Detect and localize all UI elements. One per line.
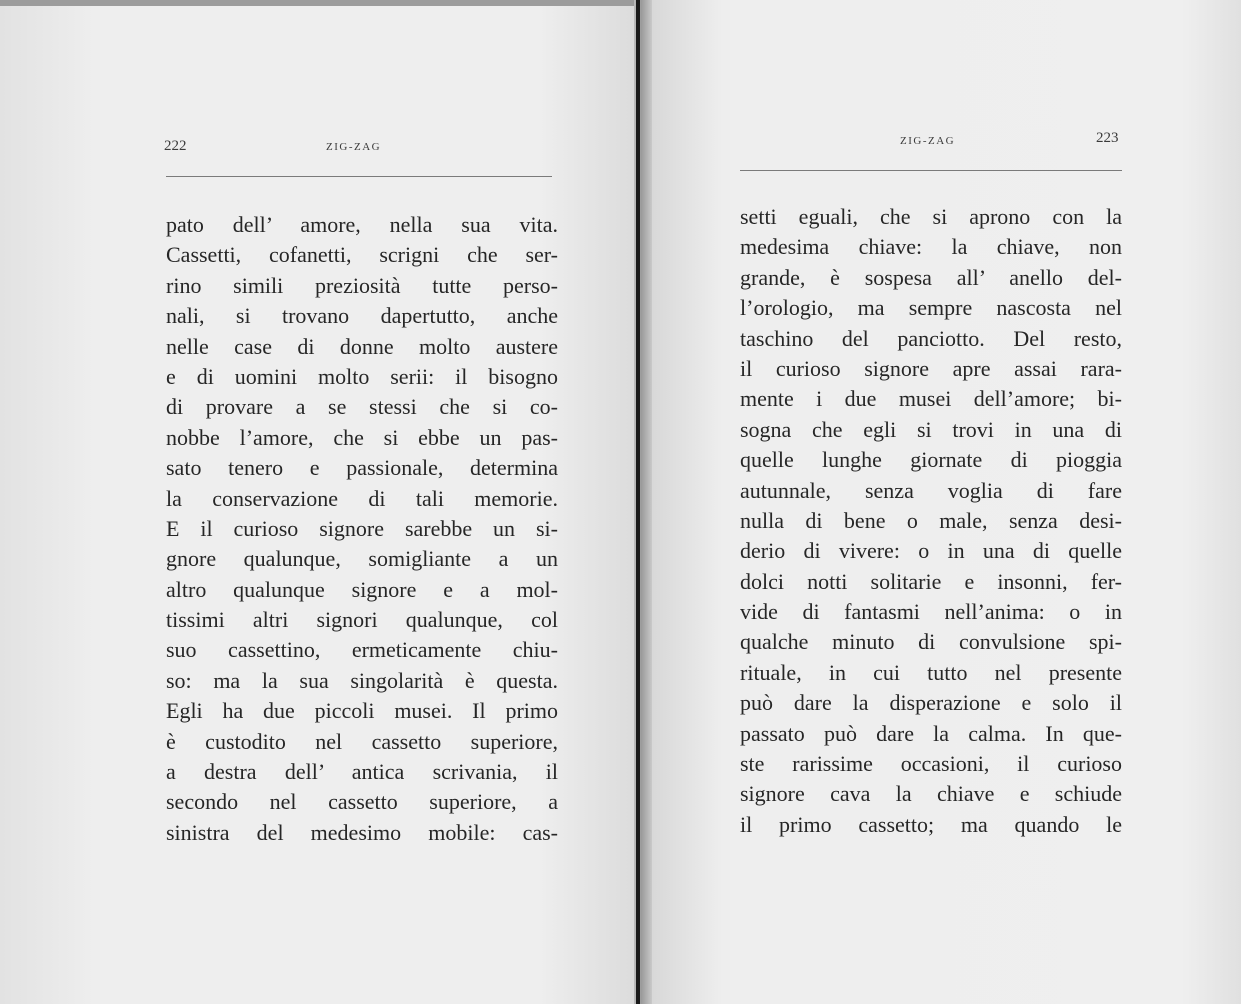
- right-page-body: [740, 202, 1122, 840]
- text-line: passato può dare la calma. In que-: [740, 720, 1122, 746]
- text-line: l’orologio, ma sempre nascosta nel: [740, 295, 1122, 321]
- right-header-rule: [740, 170, 1122, 171]
- text-line: quelle lunghe giornate di pioggia: [740, 447, 1122, 473]
- text-line: E il curioso signore sarebbe un si-: [166, 515, 558, 541]
- text-line: nobbe l’amore, che si ebbe un pas-: [166, 424, 558, 450]
- text-line: vide di fantasmi nell’anima: o in: [740, 599, 1122, 625]
- text-line: Cassetti, cofanetti, scrigni che ser-: [166, 242, 558, 268]
- text-line: dolci notti solitarie e insonni, fer-: [740, 568, 1122, 594]
- left-running-title: ZIG-ZAG: [326, 141, 382, 153]
- text-line: setti eguali, che si aprono con la: [740, 204, 1122, 229]
- text-line: a destra dell’ antica scrivania, il: [166, 759, 558, 785]
- text-line: Egli ha due piccoli musei. Il primo: [166, 698, 558, 724]
- text-line: pato dell’ amore, nella sua vita.: [166, 212, 558, 237]
- text-line: la conservazione di tali memorie.: [166, 485, 558, 511]
- text-line: taschino del panciotto. Del resto,: [740, 325, 1122, 351]
- text-line: il curioso signore apre assai rara-: [740, 355, 1122, 381]
- text-line: sato tenero e passionale, determina: [166, 455, 558, 481]
- text-line: può dare la disperazione e solo il: [740, 690, 1122, 716]
- gutter-binding-line: [636, 0, 640, 1004]
- left-page-body: [166, 210, 558, 848]
- text-line: altro qualunque signore e a mol-: [166, 576, 558, 602]
- left-header-rule: [166, 176, 552, 177]
- text-line: mente i due musei dell’amore; bi-: [740, 386, 1122, 412]
- left-page-number: 222: [164, 138, 187, 154]
- text-line: qualche minuto di convulsione spi-: [740, 629, 1122, 655]
- text-line: gnore qualunque, somigliante a un: [166, 546, 558, 572]
- text-line: rituale, in cui tutto nel presente: [740, 659, 1122, 685]
- top-edge-shadow: [0, 0, 634, 6]
- text-line: sogna che egli si trovi in una di: [740, 416, 1122, 442]
- text-line: nelle case di donne molto austere: [166, 333, 558, 359]
- text-line: ste rarissime occasioni, il curioso: [740, 751, 1122, 777]
- text-line: grande, è sospesa all’ anello del-: [740, 264, 1122, 290]
- text-line: di provare a se stessi che si co-: [166, 394, 558, 420]
- text-line: sinistra del medesimo mobile: cas-: [166, 819, 558, 845]
- text-line: autunnale, senza voglia di fare: [740, 477, 1122, 503]
- text-line: è custodito nel cassetto superiore,: [166, 728, 558, 754]
- text-line: signore cava la chiave e schiude: [740, 781, 1122, 807]
- right-running-title: ZIG-ZAG: [900, 135, 956, 147]
- text-line: derio di vivere: o in una di quelle: [740, 538, 1122, 564]
- text-line: medesima chiave: la chiave, non: [740, 234, 1122, 260]
- text-line: so: ma la sua singolarità è questa.: [166, 667, 558, 693]
- text-line: rino simili preziosità tutte perso-: [166, 272, 558, 298]
- text-line: nali, si trovano dapertutto, anche: [166, 303, 558, 329]
- text-line: tissimi altri signori qualunque, col: [166, 607, 558, 633]
- text-line: nulla di bene o male, senza desi-: [740, 507, 1122, 533]
- text-line: il primo cassetto; ma quando le: [740, 811, 1122, 837]
- right-page-number: 223: [1096, 130, 1119, 146]
- text-line: e di uomini molto serii: il bisogno: [166, 363, 558, 389]
- text-line: secondo nel cassetto superiore, a: [166, 789, 558, 815]
- text-line: suo cassettino, ermeticamente chiu-: [166, 637, 558, 663]
